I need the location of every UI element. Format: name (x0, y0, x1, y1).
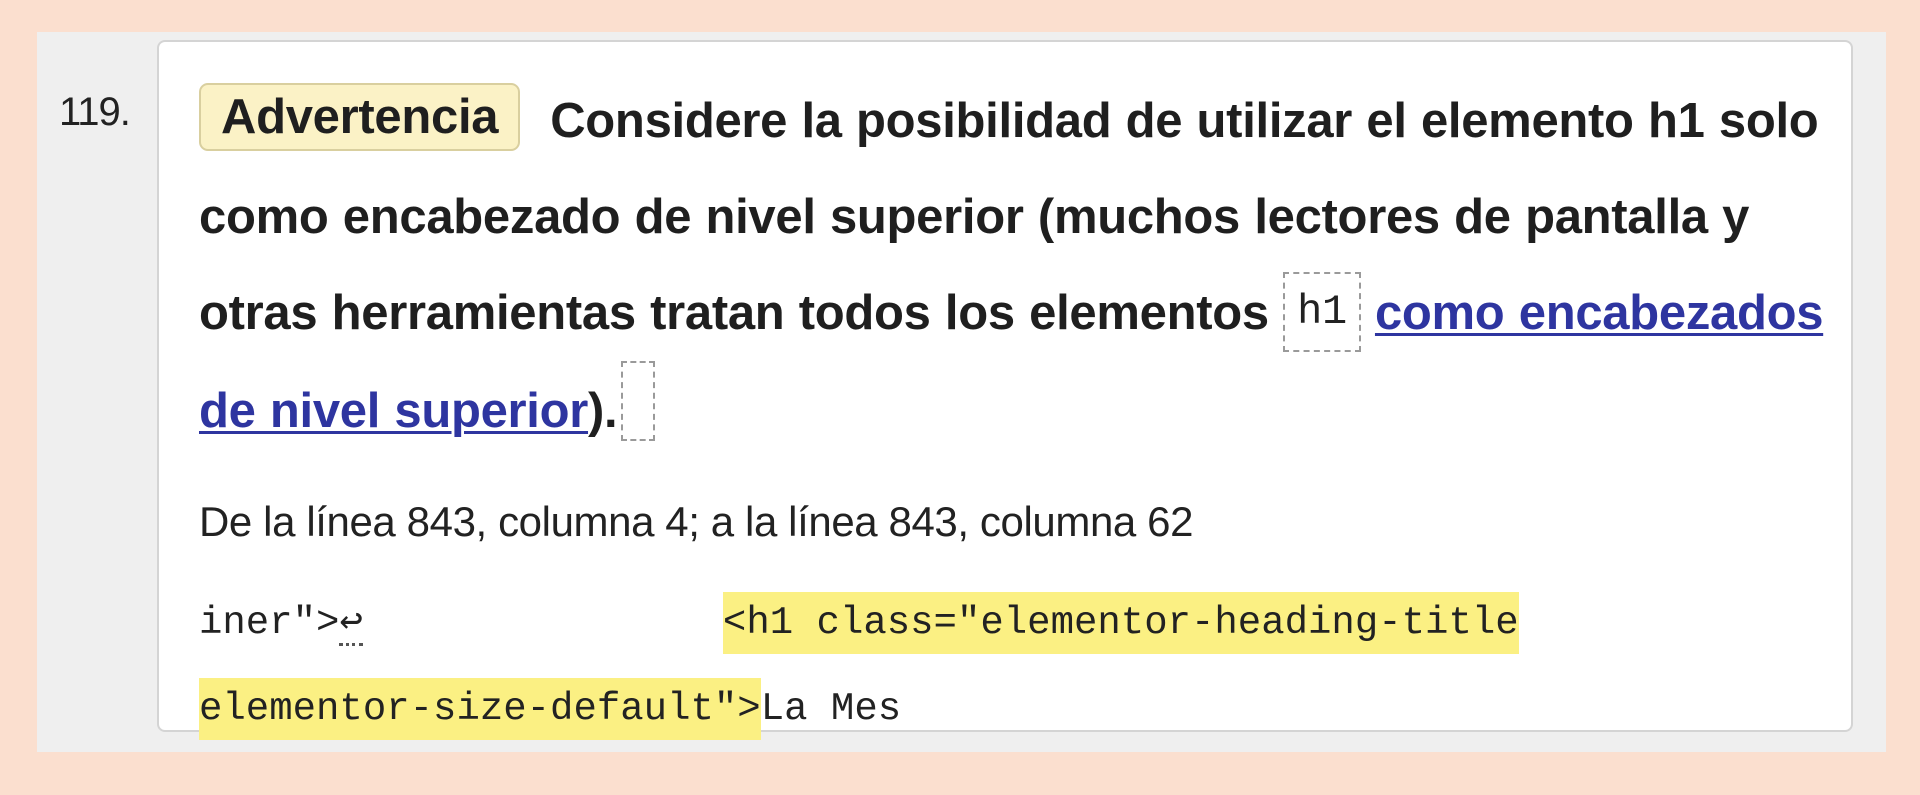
extract-highlight-part-1: <h1 class="elementor-heading-title (722, 601, 1519, 645)
top-level-heading-link[interactable]: como encabezados de nivel superior (199, 286, 1824, 438)
source-location: De la línea 843, columna 4; a la línea 843, columna 62 (199, 498, 1194, 545)
linefeed-icon: ↩ (339, 601, 363, 645)
message-suffix: ). (588, 384, 618, 438)
result-message (199, 73, 1839, 459)
message-end-marker (621, 361, 655, 441)
extract-highlight-part-2: elementor-size-default"> (199, 687, 761, 731)
code-element-h1: h1 (1283, 272, 1361, 352)
code-extract (199, 580, 1799, 752)
results-panel (37, 32, 1886, 752)
extract-before: iner"> (199, 601, 340, 645)
warning-badge: Advertencia (199, 83, 520, 151)
extract-after: La Mes (760, 687, 902, 731)
message-text: Considere la posibilidad de utilizar el elemento h1 solo como encabezado de nivel superior (muchos lectores de pantalla y otras herramientas tratan todos los elementos (199, 94, 1819, 340)
result-number: 119. (59, 90, 130, 134)
